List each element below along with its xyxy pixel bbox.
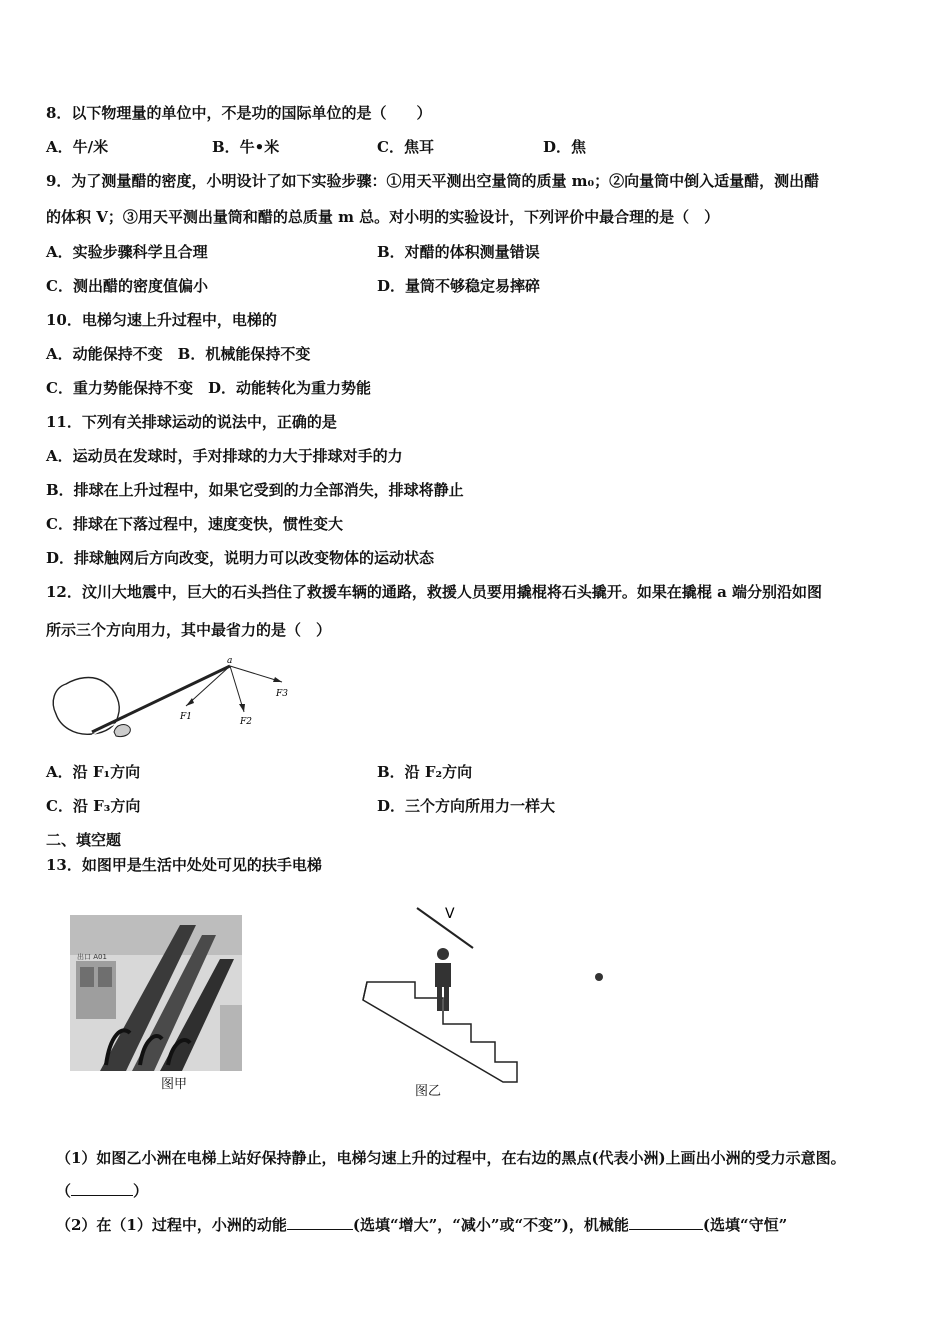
crowbar-line [92,666,230,732]
q11-option-a: A．运动员在发球时，手对排球的力大于排球对手的力 [46,447,403,465]
force-f3-arrowhead [273,677,282,682]
photo-sign-text: 出口 A01 [77,953,107,961]
q10-stem: 10．电梯匀速上升过程中，电梯的 [46,311,277,329]
q12-option-a: A．沿 F₁方向 [46,763,141,781]
q8-option-d: D．焦 [543,138,587,156]
q9-stem-line2: 的体积 V；③用天平测出量筒和醋的总质量 m 总。对小明的实验设计，下列评价中最合理的是（ ） [46,208,720,226]
q13-sub1-close-paren: ） [133,1182,149,1200]
q9-option-a: A．实验步骤科学且合理 [46,243,208,261]
q13-sub2-part-b: (选填“增大”，“减小”或“不变”)，机械能 [352,1216,629,1234]
q12-option-b: B．沿 F₂方向 [377,763,473,781]
q12-stem-line2: 所示三个方向用力，其中最省力的是（ ） [46,621,332,639]
crowbar-highlight [92,669,230,735]
escalator-photo-drawing [70,915,242,1071]
q11-option-b: B．排球在上升过程中，如果它受到的力全部消失，排球将静止 [46,481,464,499]
section-heading: 二、填空题 [46,831,122,849]
crowbar-figure [44,654,304,744]
escalator-diagram [355,900,530,1092]
q8-option-c: C．焦耳 [377,138,434,156]
caption-figure-jia: 图甲 [161,1077,188,1092]
escalator-photo [70,915,242,1071]
caption-figure-yi: 图乙 [415,1084,442,1099]
q13-sub2-line [56,1215,787,1235]
q13-stem: 13．如图甲是生活中处处可见的扶手电梯 [46,856,322,874]
q9-option-c: C．测出醋的密度值偏小 [46,277,208,295]
person-dot[interactable] [595,973,603,981]
q12-option-d: D．三个方向所用力一样大 [377,797,556,815]
kinetic-energy-blank[interactable] [287,1215,353,1230]
q13-sub1-blank[interactable] [71,1181,133,1196]
q11-option-d: D．排球触网后方向改变，说明力可以改变物体的运动状态 [46,549,435,567]
q9-option-b: B．对醋的体积测量错误 [377,243,540,261]
person-right-leg [444,987,449,1011]
fulcrum-shape [114,725,130,737]
rock-shape [53,678,119,735]
f3-label: F3 [276,689,288,699]
point-a-label: a [227,656,233,666]
person-head [437,948,449,960]
q8-stem: 8．以下物理量的单位中，不是功的国际单位的是（ ） [46,104,432,122]
q13-sub1-line1: （1）如图乙小洲在电梯上站好保持静止，电梯匀速上升的过程中，在右边的黑点(代表小洲)上画出小洲的受力示意图。 [56,1149,846,1167]
mechanical-energy-blank[interactable] [629,1215,703,1230]
q9-stem-line1: 9．为了测量醋的密度，小明设计了如下实验步骤：①用天平测出空量筒的质量 m₀；②向量筒中倒入适量醋，测出醋 [46,172,820,190]
q11-option-c: C．排球在下落过程中，速度变快，惯性变大 [46,515,343,533]
q8-option-a: A．牛/米 [46,138,109,156]
q10-options-cd: C．重力势能保持不变 D．动能转化为重力势能 [46,379,371,397]
f1-label: F1 [180,712,192,722]
stairs-top-edge [363,982,367,1000]
q13-sub2-part-a: （2）在（1）过程中，小洲的动能 [56,1216,287,1234]
force-f2-arrowhead [239,704,245,712]
f2-label: F2 [240,717,252,727]
person-left-leg [437,987,442,1011]
q8-option-b: B．牛•米 [212,138,280,156]
q10-options-ab: A．动能保持不变 B．机械能保持不变 [46,345,311,363]
q11-stem: 11．下列有关排球运动的说法中，正确的是 [46,413,337,431]
q13-sub1-open-paren: （ [56,1182,72,1200]
q12-option-c: C．沿 F₃方向 [46,797,141,815]
q12-stem-line1: 12．汶川大地震中，巨大的石头挡住了救援车辆的通路，救援人员要用撬棍将石头撬开。如果在撬棍 a 端分别沿如图 [46,583,823,601]
q9-option-d: D．量筒不够稳定易摔碎 [377,277,541,295]
velocity-label: V [445,906,455,922]
q13-sub2-part-c: (选填“守恒” [702,1216,788,1234]
q13-sub1-answer [56,1181,148,1201]
person-torso [435,963,451,987]
